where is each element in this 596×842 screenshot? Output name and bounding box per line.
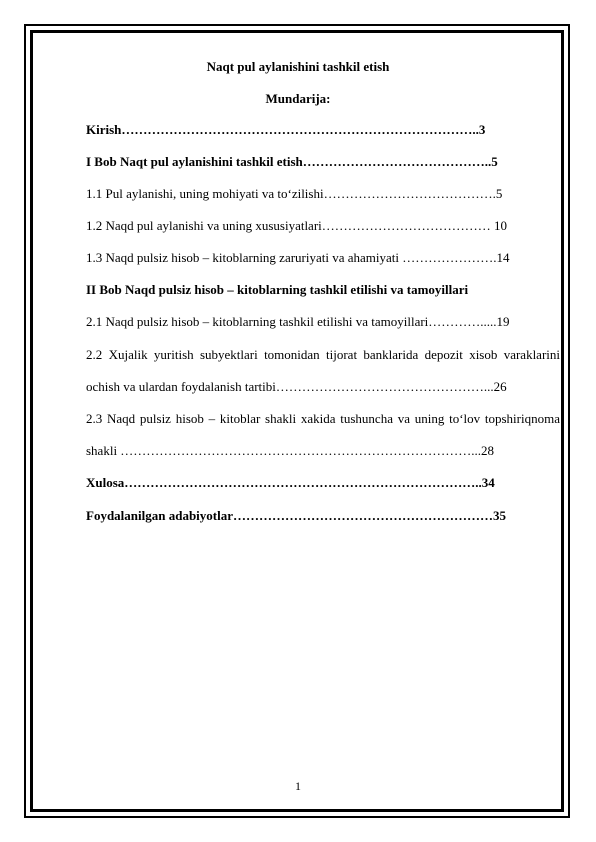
toc-entry-1-1: 1.1 Pul aylanishi, uning mohiyati va to‘zilishi………………………………….5 [86, 186, 503, 201]
toc-entry-1-3: 1.3 Naqd pulsiz hisob – kitoblarning zaruriyati va ahamiyati ………………….14 [86, 250, 510, 265]
toc-entry-chapter-2: II Bob Naqd pulsiz hisob – kitoblarning tashkil etilishi va tamoyillari [86, 282, 469, 297]
toc-entry-2-2-line-2: ochish va ulardan foydalanish tartibi…………………………………………...26 [86, 379, 507, 394]
toc-entry-2-3-line-1: 2.3 Naqd pulsiz hisob – kitoblar shakli xakida tushuncha va uning to‘lov topshiriqnoma [86, 411, 560, 426]
page-number: 1 [295, 779, 301, 793]
toc-entry-2-2-line-1: 2.2 Xujalik yuritish subyektlari tomonidan tijorat banklarida depozit xisob varaklarini [86, 347, 560, 362]
document-title: Naqt pul aylanishini tashkil etish [206, 59, 390, 74]
toc-entry-introduction: Kirish………………………………………………………………………..3 [86, 122, 486, 137]
toc-entry-chapter-1: I Bob Naqt pul aylanishini tashkil etish……………………………………..5 [86, 154, 498, 169]
toc-entry-conclusion: Xulosa………………………………………………………………………..34 [86, 475, 495, 490]
toc-entry-2-1: 2.1 Naqd pulsiz hisob – kitoblarning tashkil etilishi va tamoyillari………….....19 [86, 314, 510, 329]
contents-heading: Mundarija: [265, 91, 331, 106]
toc-entry-1-2: 1.2 Naqd pul aylanishi va uning xususiyatlari………………………………… 10 [86, 218, 508, 233]
toc-entry-references: Foydalanilgan adabiyotlar……………………………………………………35 [86, 508, 506, 523]
toc-entry-2-3-line-2: shakli ………………………………………………………………………...28 [86, 443, 495, 458]
